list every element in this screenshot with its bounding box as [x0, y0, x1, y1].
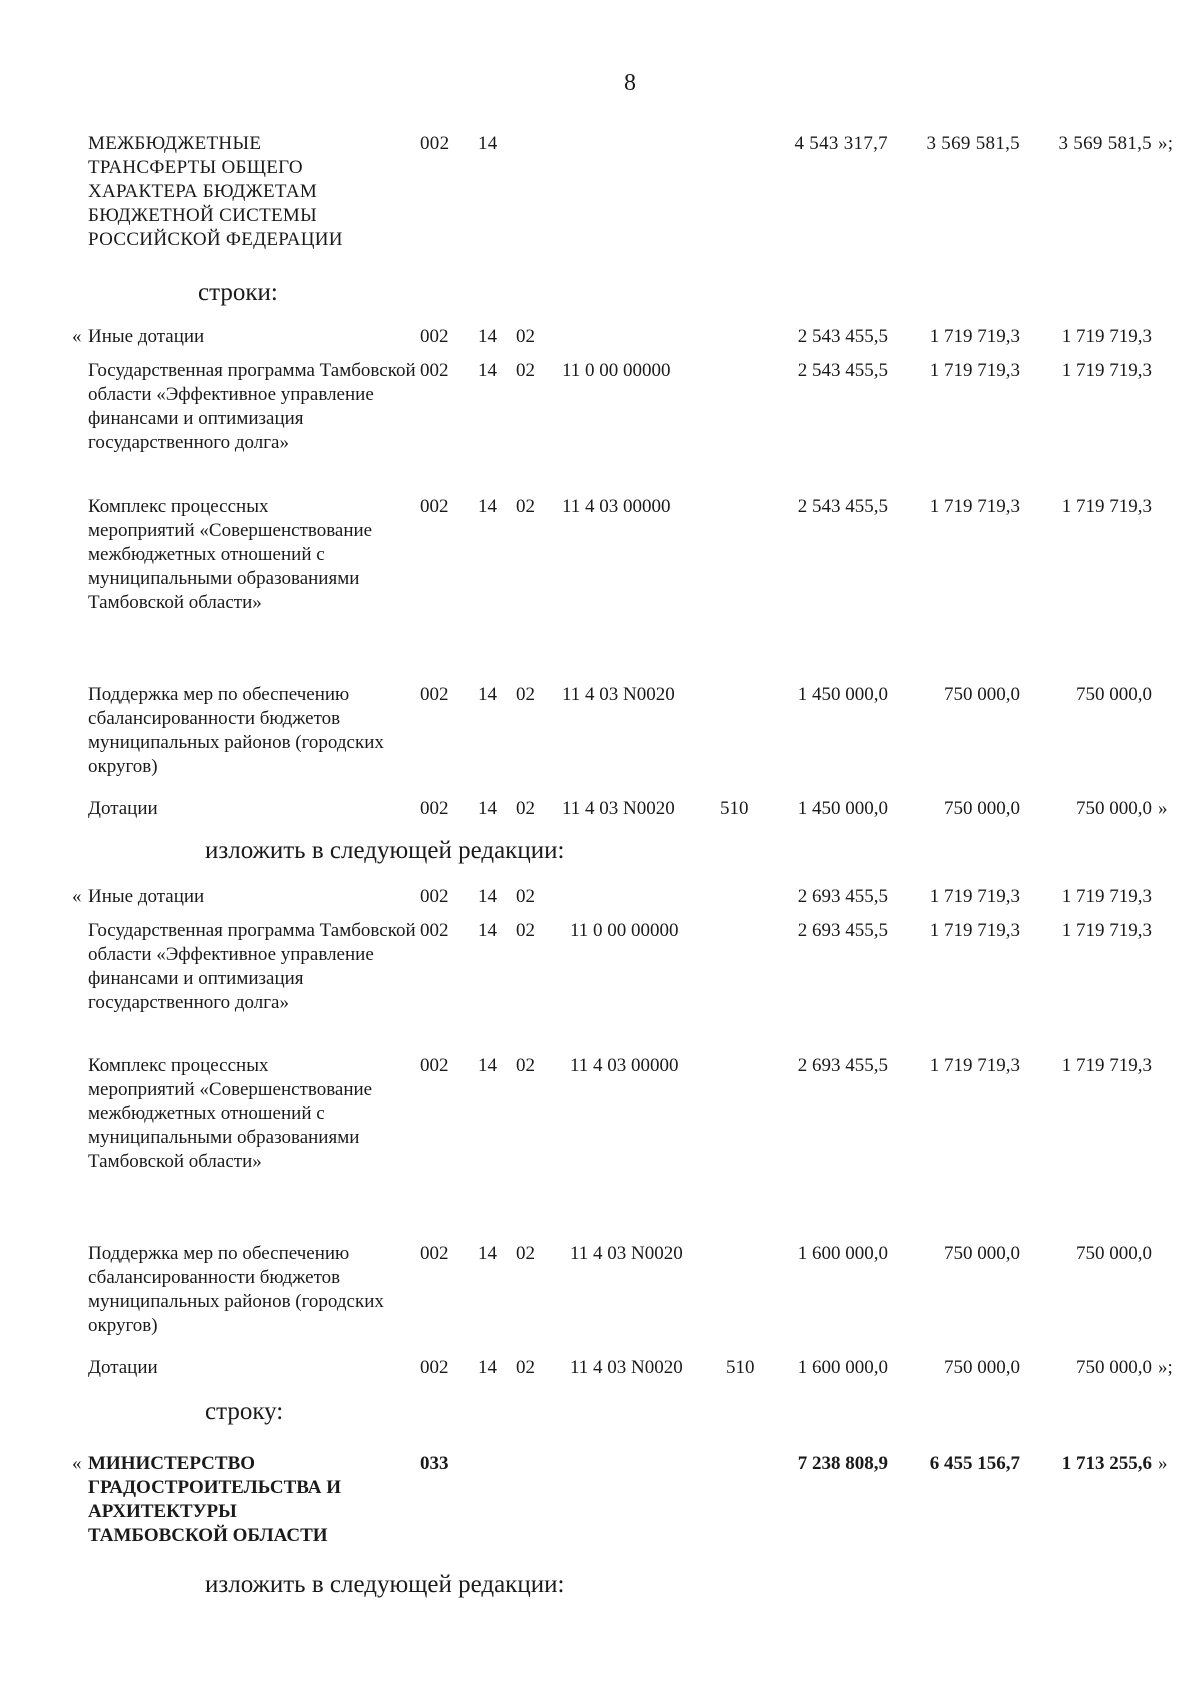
- heading-new-edition: изложить в следующей редакции:: [205, 1571, 565, 1598]
- cell-sum-3: 1 719 719,3: [1061, 496, 1152, 517]
- cell-sum-3: 750 000,0: [1076, 684, 1152, 705]
- cell-adm: 002: [420, 798, 449, 819]
- row-name: Дотации: [88, 1357, 158, 1378]
- cell-sum-1: 2 693 455,5: [797, 920, 888, 941]
- cell-sum-2: 750 000,0: [944, 1243, 1020, 1264]
- cell-pr: 02: [516, 1055, 535, 1076]
- row-name: Государственная программа Тамбовской области «Эффективное управление финансами и оптимизация государственного долга»: [88, 360, 416, 453]
- cell-adm: 002: [420, 1243, 449, 1264]
- cell-sum-2: 3 569 581,5: [926, 133, 1020, 154]
- cell-sum-2: 1 719 719,3: [929, 326, 1020, 347]
- cell-csr: 11 0 00 00000: [570, 920, 679, 941]
- cell-sum-2: 1 719 719,3: [929, 1055, 1020, 1076]
- cell-sum-3: 750 000,0: [1076, 1357, 1152, 1378]
- cell-vr: 510: [726, 1357, 755, 1378]
- cell-adm: 002: [420, 360, 449, 381]
- cell-rz: 14: [478, 1055, 497, 1076]
- row-name: Поддержка мер по обеспечению сбалансированности бюджетов муниципальных районов (городских округов): [88, 684, 384, 777]
- cell-sum-1: 7 238 808,9: [797, 1453, 888, 1474]
- cell-sum-1: 1 600 000,0: [797, 1357, 888, 1378]
- cell-sum-3: 1 719 719,3: [1061, 326, 1152, 347]
- row-name: Поддержка мер по обеспечению сбалансированности бюджетов муниципальных районов (городских округов): [88, 1243, 384, 1336]
- cell-csr: 11 4 03 00000: [562, 496, 671, 517]
- cell-rz: 14: [478, 496, 497, 517]
- row-name: МИНИСТЕРСТВО ГРАДОСТРОИТЕЛЬСТВА И АРХИТЕКТУРЫ ТАМБОВСКОЙ ОБЛАСТИ: [88, 1453, 341, 1546]
- cell-sum-1: 2 543 455,5: [797, 496, 888, 517]
- cell-rz: 14: [478, 360, 497, 381]
- cell-vr: 510: [720, 798, 749, 819]
- cell-adm: 002: [420, 326, 449, 347]
- cell-rz: 14: [478, 798, 497, 819]
- heading-row: строку:: [205, 1398, 284, 1425]
- cell-csr: 11 4 03 N0020: [570, 1243, 683, 1264]
- cell-rz: 14: [478, 684, 497, 705]
- cell-sum-2: 1 719 719,3: [929, 360, 1020, 381]
- cell-pr: 02: [516, 886, 535, 907]
- cell-pr: 02: [516, 798, 535, 819]
- cell-adm: 002: [420, 1357, 449, 1378]
- cell-sum-2: 750 000,0: [944, 684, 1020, 705]
- cell-csr: 11 4 03 N0020: [562, 798, 675, 819]
- closing-quote: »: [1158, 1453, 1168, 1474]
- opening-quote: «: [72, 326, 82, 347]
- cell-adm: 002: [420, 1055, 449, 1076]
- row-name: Дотации: [88, 798, 158, 819]
- cell-pr: 02: [516, 684, 535, 705]
- row-name: Иные дотации: [88, 886, 205, 907]
- cell-pr: 02: [516, 1357, 535, 1378]
- cell-rz: 14: [478, 886, 497, 907]
- row-name: Государственная программа Тамбовской области «Эффективное управление финансами и оптимизация государственного долга»: [88, 920, 416, 1013]
- cell-sum-1: 2 693 455,5: [797, 886, 888, 907]
- cell-sum-1: 1 450 000,0: [797, 684, 888, 705]
- cell-pr: 02: [516, 496, 535, 517]
- cell-rz: 14: [478, 920, 497, 941]
- cell-sum-2: 750 000,0: [944, 798, 1020, 819]
- cell-adm: 002: [420, 133, 450, 154]
- cell-csr: 11 4 03 N0020: [570, 1357, 683, 1378]
- cell-sum-2: 750 000,0: [944, 1357, 1020, 1378]
- cell-rz: 14: [478, 326, 497, 347]
- row-name: Комплекс процессных мероприятий «Совершенствование межбюджетных отношений с муниципальными образованиями Тамбовской области»: [88, 496, 373, 613]
- page-number: 8: [624, 70, 636, 96]
- cell-pr: 02: [516, 920, 535, 941]
- row-name: Комплекс процессных мероприятий «Совершенствование межбюджетных отношений с муниципальными образованиями Тамбовской области»: [88, 1055, 373, 1172]
- cell-sum-1: 4 543 317,7: [794, 133, 888, 154]
- cell-sum-3: 750 000,0: [1076, 798, 1152, 819]
- cell-sum-2: 1 719 719,3: [929, 920, 1020, 941]
- cell-pr: 02: [516, 360, 535, 381]
- cell-sum-3: 1 713 255,6: [1061, 1453, 1152, 1474]
- cell-sum-2: 1 719 719,3: [929, 886, 1020, 907]
- cell-sum-3: 1 719 719,3: [1061, 1055, 1152, 1076]
- cell-pr: 02: [516, 326, 535, 347]
- cell-sum-3: 750 000,0: [1076, 1243, 1152, 1264]
- opening-quote: «: [72, 1453, 82, 1474]
- closing-quote: »;: [1158, 133, 1174, 154]
- cell-sum-3: 3 569 581,5: [1058, 133, 1152, 154]
- cell-sum-3: 1 719 719,3: [1061, 920, 1152, 941]
- cell-adm: 002: [420, 684, 449, 705]
- heading-rows: строки:: [198, 279, 278, 306]
- cell-sum-1: 2 693 455,5: [797, 1055, 888, 1076]
- cell-sum-2: 6 455 156,7: [929, 1453, 1020, 1474]
- cell-adm: 002: [420, 920, 449, 941]
- heading-new-edition: изложить в следующей редакции:: [205, 837, 565, 864]
- cell-sum-1: 1 600 000,0: [797, 1243, 888, 1264]
- cell-csr: 11 0 00 00000: [562, 360, 671, 381]
- cell-csr: 11 4 03 00000: [570, 1055, 679, 1076]
- cell-csr: 11 4 03 N0020: [562, 684, 675, 705]
- cell-rz: 14: [478, 1243, 497, 1264]
- cell-sum-1: 1 450 000,0: [797, 798, 888, 819]
- closing-quote: »;: [1158, 1357, 1173, 1378]
- cell-sum-3: 1 719 719,3: [1061, 360, 1152, 381]
- opening-quote: «: [72, 886, 82, 907]
- cell-sum-2: 1 719 719,3: [929, 496, 1020, 517]
- cell-sum-1: 2 543 455,5: [797, 326, 888, 347]
- cell-adm: 002: [420, 496, 449, 517]
- cell-sum-3: 1 719 719,3: [1061, 886, 1152, 907]
- cell-sum-1: 2 543 455,5: [797, 360, 888, 381]
- cell-adm: 033: [420, 1453, 449, 1474]
- cell-adm: 002: [420, 886, 449, 907]
- cell-pr: 02: [516, 1243, 535, 1264]
- cell-rz: 14: [478, 1357, 497, 1378]
- cell-rz: 14: [478, 133, 498, 154]
- row-name: МЕЖБЮДЖЕТНЫЕ ТРАНСФЕРТЫ ОБЩЕГО ХАРАКТЕРА БЮДЖЕТАМ БЮДЖЕТНОЙ СИСТЕМЫ РОССИЙСКОЙ ФЕДЕРАЦИИ: [88, 133, 343, 250]
- row-name: Иные дотации: [88, 326, 205, 347]
- closing-quote: »: [1158, 798, 1168, 819]
